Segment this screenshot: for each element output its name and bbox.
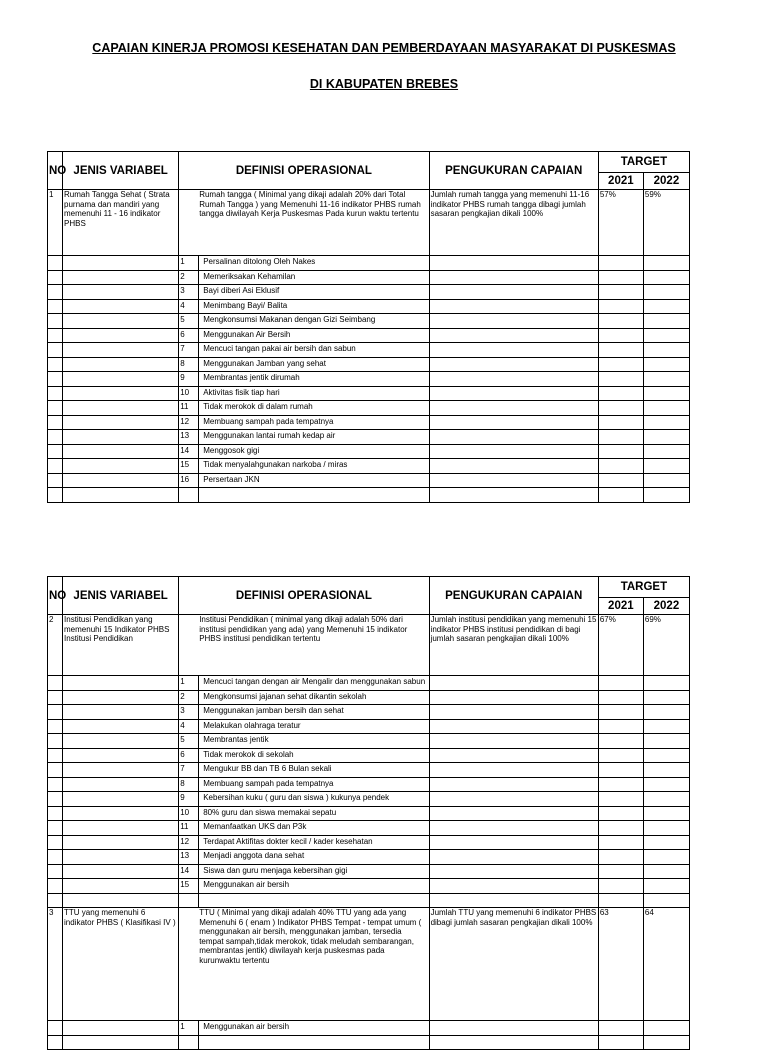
empty-cell <box>643 792 689 807</box>
empty-cell <box>63 256 179 271</box>
empty-cell <box>48 719 63 734</box>
empty-row <box>48 488 690 503</box>
indicator-number: 9 <box>179 372 199 387</box>
indicator-row <box>48 806 690 821</box>
empty-cell <box>48 372 63 387</box>
header-jenis-variabel: JENIS VARIABEL <box>63 152 179 190</box>
empty-cell <box>643 763 689 778</box>
empty-cell <box>598 792 643 807</box>
empty-cell <box>48 459 63 474</box>
empty-cell <box>598 777 643 792</box>
empty-cell <box>598 676 643 691</box>
indicator-row <box>48 1021 690 1036</box>
empty-cell <box>48 777 63 792</box>
header-definisi-operasional: DEFINISI OPERASIONAL <box>179 152 429 190</box>
indicator-number: 5 <box>179 314 199 329</box>
empty-cell <box>48 270 63 285</box>
indicator-number: 6 <box>179 328 199 343</box>
indicator-label: 80% guru dan siswa memakai sepatu <box>199 806 429 821</box>
empty-cell <box>63 879 179 894</box>
empty-cell <box>429 690 598 705</box>
header-year-2022: 2022 <box>643 173 689 190</box>
empty-cell <box>48 314 63 329</box>
empty-cell <box>429 473 598 488</box>
empty-cell <box>63 314 179 329</box>
empty-cell <box>48 386 63 401</box>
empty-cell <box>48 1021 63 1036</box>
empty-cell <box>63 719 179 734</box>
indicator-number: 13 <box>179 430 199 445</box>
header-year-2021: 2021 <box>598 598 643 615</box>
indicator-label: Menggunakan air bersih <box>199 1021 429 1036</box>
empty-cell <box>63 285 179 300</box>
indicator-label: Menjadi anggota dana sehat <box>199 850 429 865</box>
definition-text: Institusi Pendidikan ( minimal yang dikaji adalah 50% dari institusi pendidikan yang ada) yang Memenuhi 15 indikator PHBS institusi pendidikan tertentu <box>179 615 429 676</box>
indicator-number: 2 <box>179 270 199 285</box>
empty-cell <box>643 415 689 430</box>
empty-cell <box>643 459 689 474</box>
indicator-label: Mencuci tangan pakai air bersih dan sabun <box>199 343 429 358</box>
empty-cell <box>63 357 179 372</box>
empty-cell <box>429 821 598 836</box>
indicator-label: Membuang sampah pada tempatnya <box>199 415 429 430</box>
empty-cell <box>63 763 179 778</box>
empty-cell <box>429 343 598 358</box>
empty-cell <box>643 256 689 271</box>
definition-text: Rumah tangga ( Minimal yang dikaji adalah 20% dari Total Rumah Tangga ) yang Memenuhi 11-16 indikator PHBS rumah tangga diwilayah Kerja Puskesmas Pada kurun waktu tertentu <box>179 190 429 256</box>
empty-cell <box>48 850 63 865</box>
indicator-label: Memeriksakan Kehamilan <box>199 270 429 285</box>
empty-cell <box>598 473 643 488</box>
empty-cell <box>429 386 598 401</box>
indicator-row <box>48 777 690 792</box>
empty-cell <box>63 1021 179 1036</box>
empty-cell <box>63 705 179 720</box>
empty-cell <box>48 705 63 720</box>
indicator-label: Bayi diberi Asi Eklusif <box>199 285 429 300</box>
measurement-text: Jumlah rumah tangga yang memenuhi 11-16 indikator PHBS rumah tangga dibagi jumlah sasaran pengkajian dikali 100% <box>429 190 598 256</box>
empty-cell <box>429 401 598 416</box>
indicator-number: 3 <box>179 705 199 720</box>
empty-cell <box>598 705 643 720</box>
indicator-label: Persertaan JKN <box>199 473 429 488</box>
indicator-row <box>48 676 690 691</box>
empty-cell <box>429 705 598 720</box>
empty-cell <box>643 314 689 329</box>
empty-cell <box>63 386 179 401</box>
indicator-row <box>48 734 690 749</box>
empty-cell <box>63 459 179 474</box>
empty-cell <box>48 792 63 807</box>
indicator-row <box>48 430 690 445</box>
empty-cell <box>429 734 598 749</box>
empty-cell <box>63 792 179 807</box>
indicator-row <box>48 343 690 358</box>
header-target: TARGET <box>598 577 689 598</box>
empty-cell <box>643 748 689 763</box>
indicator-number: 16 <box>179 473 199 488</box>
indicator-row <box>48 299 690 314</box>
indicator-number: 13 <box>179 850 199 865</box>
indicator-number: 15 <box>179 459 199 474</box>
indicator-number: 1 <box>179 256 199 271</box>
empty-cell <box>598 256 643 271</box>
indicator-label: Tidak merokok di sekolah <box>199 748 429 763</box>
indicator-row <box>48 690 690 705</box>
indicator-number: 10 <box>179 386 199 401</box>
empty-cell <box>643 879 689 894</box>
empty-cell <box>643 444 689 459</box>
empty-cell <box>598 270 643 285</box>
empty-cell <box>429 676 598 691</box>
empty-cell <box>48 357 63 372</box>
indicator-row <box>48 285 690 300</box>
empty-cell <box>643 430 689 445</box>
indicator-label: Menggunakan jamban bersih dan sehat <box>199 705 429 720</box>
indicator-number: 4 <box>179 719 199 734</box>
indicator-label: Membrantas jentik dirumah <box>199 372 429 387</box>
empty-cell <box>643 734 689 749</box>
indicator-row <box>48 270 690 285</box>
empty-cell <box>643 270 689 285</box>
indicator-row <box>48 357 690 372</box>
empty-cell <box>598 763 643 778</box>
indicator-row <box>48 314 690 329</box>
empty-cell <box>598 806 643 821</box>
indicator-row <box>48 864 690 879</box>
empty-cell <box>643 473 689 488</box>
empty-cell <box>429 415 598 430</box>
variable-name: Rumah Tangga Sehat ( Strata purnama dan mandiri yang memenuhi 11 - 16 indikator PHBS <box>63 190 179 256</box>
empty-cell <box>48 285 63 300</box>
indicator-label: Menggosok gigi <box>199 444 429 459</box>
empty-cell <box>48 821 63 836</box>
empty-cell <box>48 444 63 459</box>
empty-cell <box>48 734 63 749</box>
row-number: 3 <box>48 908 63 1021</box>
indicator-label: Menggunakan Air Bersih <box>199 328 429 343</box>
empty-cell <box>598 386 643 401</box>
target-2021: 57% <box>598 190 643 256</box>
empty-cell <box>598 821 643 836</box>
empty-cell <box>63 299 179 314</box>
empty-cell <box>598 314 643 329</box>
measurement-text: Jumlah TTU yang memenuhi 6 indikator PHBS dibagi jumlah sasaran pengkajian dikali 100% <box>429 908 598 1021</box>
empty-cell <box>63 821 179 836</box>
header-no: NO <box>48 152 63 190</box>
indicator-row <box>48 792 690 807</box>
indicator-number: 6 <box>179 748 199 763</box>
empty-cell <box>429 299 598 314</box>
indicator-number: 1 <box>179 676 199 691</box>
indicator-row <box>48 401 690 416</box>
empty-cell <box>48 864 63 879</box>
empty-cell <box>643 328 689 343</box>
indicator-label: Aktivitas fisik tiap hari <box>199 386 429 401</box>
target-2022: 59% <box>643 190 689 256</box>
indicator-number: 7 <box>179 343 199 358</box>
row-number: 1 <box>48 190 63 256</box>
empty-cell <box>63 748 179 763</box>
empty-cell <box>429 748 598 763</box>
empty-cell <box>598 415 643 430</box>
empty-cell <box>643 357 689 372</box>
variable-name: Institusi Pendidikan yang memenuhi 15 Indikator PHBS Institusi Pendidikan <box>63 615 179 676</box>
empty-cell <box>48 401 63 416</box>
empty-cell <box>429 459 598 474</box>
indicator-label: Menggunakan air bersih <box>199 879 429 894</box>
empty-cell <box>643 777 689 792</box>
empty-cell <box>429 763 598 778</box>
target-2022: 64 <box>643 908 689 1021</box>
table-rumah-tangga <box>47 151 690 503</box>
empty-cell <box>48 879 63 894</box>
empty-cell <box>48 343 63 358</box>
empty-cell <box>643 821 689 836</box>
empty-cell <box>429 719 598 734</box>
indicator-number: 11 <box>179 401 199 416</box>
empty-cell <box>429 1021 598 1036</box>
empty-cell <box>48 748 63 763</box>
empty-cell <box>63 328 179 343</box>
target-2021: 63 <box>598 908 643 1021</box>
indicator-number: 14 <box>179 444 199 459</box>
indicator-row <box>48 328 690 343</box>
empty-cell <box>429 879 598 894</box>
empty-cell <box>643 386 689 401</box>
header-pengukuran-capaian: PENGUKURAN CAPAIAN <box>429 152 598 190</box>
empty-cell <box>598 357 643 372</box>
indicator-row <box>48 763 690 778</box>
empty-cell <box>643 864 689 879</box>
indicator-number: 12 <box>179 415 199 430</box>
empty-cell <box>598 401 643 416</box>
empty-cell <box>598 734 643 749</box>
indicator-label: Membuang sampah pada tempatnya <box>199 777 429 792</box>
empty-cell <box>429 430 598 445</box>
empty-cell <box>598 285 643 300</box>
empty-cell <box>48 256 63 271</box>
empty-cell <box>429 270 598 285</box>
indicator-row <box>48 415 690 430</box>
indicator-row <box>48 386 690 401</box>
empty-cell <box>643 676 689 691</box>
header-year-2022: 2022 <box>643 598 689 615</box>
indicator-number: 2 <box>179 690 199 705</box>
indicator-row <box>48 748 690 763</box>
indicator-label: Mengukur BB dan TB 6 Bulan sekali <box>199 763 429 778</box>
indicator-number: 10 <box>179 806 199 821</box>
empty-cell <box>63 372 179 387</box>
empty-cell <box>598 430 643 445</box>
empty-cell <box>643 1021 689 1036</box>
indicator-label: Menimbang Bayi/ Balita <box>199 299 429 314</box>
indicator-number: 15 <box>179 879 199 894</box>
empty-cell <box>429 285 598 300</box>
indicator-row <box>48 372 690 387</box>
empty-cell <box>598 1021 643 1036</box>
indicator-row <box>48 459 690 474</box>
indicator-label: Tidak menyalahgunakan narkoba / miras <box>199 459 429 474</box>
indicator-number: 8 <box>179 777 199 792</box>
indicator-label: Terdapat Aktifitas dokter kecil / kader kesehatan <box>199 835 429 850</box>
empty-cell <box>63 690 179 705</box>
header-target: TARGET <box>598 152 689 173</box>
empty-cell <box>643 719 689 734</box>
empty-cell <box>48 676 63 691</box>
indicator-number: 4 <box>179 299 199 314</box>
indicator-number: 8 <box>179 357 199 372</box>
empty-cell <box>643 705 689 720</box>
empty-cell <box>429 256 598 271</box>
empty-cell <box>598 299 643 314</box>
empty-row <box>48 1035 690 1050</box>
empty-cell <box>598 444 643 459</box>
indicator-number: 5 <box>179 734 199 749</box>
header-jenis-variabel: JENIS VARIABEL <box>63 577 179 615</box>
indicator-number: 11 <box>179 821 199 836</box>
indicator-label: Memanfaatkan UKS dan P3k <box>199 821 429 836</box>
indicator-row <box>48 835 690 850</box>
empty-cell <box>48 763 63 778</box>
indicator-label: Menggunakan Jamban yang sehat <box>199 357 429 372</box>
empty-cell <box>643 299 689 314</box>
empty-cell <box>48 328 63 343</box>
empty-cell <box>63 864 179 879</box>
indicator-label: Mengkonsumsi jajanan sehat dikantin sekolah <box>199 690 429 705</box>
empty-cell <box>63 835 179 850</box>
indicator-label: Mengkonsumsi Makanan dengan Gizi Seimbang <box>199 314 429 329</box>
empty-cell <box>48 299 63 314</box>
empty-cell <box>63 401 179 416</box>
indicator-row <box>48 473 690 488</box>
empty-cell <box>63 415 179 430</box>
empty-cell <box>643 850 689 865</box>
empty-cell <box>48 415 63 430</box>
indicator-number: 9 <box>179 792 199 807</box>
document-title: CAPAIAN KINERJA PROMOSI KESEHATAN DAN PEMBERDAYAAN MASYARAKAT DI PUSKESMAS <box>92 41 676 55</box>
indicator-row <box>48 705 690 720</box>
empty-cell <box>643 343 689 358</box>
empty-cell <box>598 719 643 734</box>
empty-cell <box>63 444 179 459</box>
empty-cell <box>63 777 179 792</box>
empty-cell <box>598 690 643 705</box>
empty-cell <box>48 835 63 850</box>
empty-cell <box>63 473 179 488</box>
empty-cell <box>63 343 179 358</box>
target-2022: 69% <box>643 615 689 676</box>
empty-cell <box>63 850 179 865</box>
empty-cell <box>643 690 689 705</box>
empty-cell <box>598 343 643 358</box>
empty-cell <box>48 806 63 821</box>
empty-cell <box>63 270 179 285</box>
indicator-number: 7 <box>179 763 199 778</box>
indicator-number: 12 <box>179 835 199 850</box>
empty-cell <box>63 806 179 821</box>
table-institusi-ttu <box>47 576 690 1050</box>
indicator-label: Kebersihan kuku ( guru dan siswa ) kukunya pendek <box>199 792 429 807</box>
empty-cell <box>429 328 598 343</box>
empty-cell <box>48 690 63 705</box>
empty-cell <box>598 459 643 474</box>
header-year-2021: 2021 <box>598 173 643 190</box>
empty-cell <box>643 285 689 300</box>
header-definisi-operasional: DEFINISI OPERASIONAL <box>179 577 429 615</box>
empty-cell <box>598 372 643 387</box>
indicator-number: 3 <box>179 285 199 300</box>
empty-cell <box>598 850 643 865</box>
indicator-row <box>48 719 690 734</box>
empty-cell <box>63 430 179 445</box>
empty-cell <box>598 835 643 850</box>
empty-cell <box>429 792 598 807</box>
indicator-label: Melakukan olahraga teratur <box>199 719 429 734</box>
empty-cell <box>429 850 598 865</box>
empty-cell <box>429 864 598 879</box>
indicator-label: Tidak merokok di dalam rumah <box>199 401 429 416</box>
empty-cell <box>643 372 689 387</box>
empty-cell <box>598 864 643 879</box>
empty-cell <box>598 748 643 763</box>
header-no: NO <box>48 577 63 615</box>
empty-cell <box>429 777 598 792</box>
indicator-row <box>48 444 690 459</box>
indicator-label: Persalinan ditolong Oleh Nakes <box>199 256 429 271</box>
indicator-row <box>48 850 690 865</box>
empty-cell <box>429 357 598 372</box>
empty-row <box>48 893 690 908</box>
empty-cell <box>598 328 643 343</box>
empty-cell <box>429 372 598 387</box>
empty-cell <box>429 314 598 329</box>
target-2021: 67% <box>598 615 643 676</box>
definition-text: TTU ( Minimal yang dikaji adalah 40% TTU yang ada yang Memenuhi 6 ( enam ) Indikator PHBS Tempat - tempat umum ( menggunakan air bersih, menggunakan jamban, tersedia tempat sampah,tidak merokok, tidak meludah sembarangan, membrantas jentik) diwilayah kerja puskesmas pada kurunwaktu tertentu <box>179 908 429 1021</box>
empty-cell <box>643 401 689 416</box>
indicator-row <box>48 821 690 836</box>
indicator-row <box>48 879 690 894</box>
empty-cell <box>63 676 179 691</box>
indicator-number: 14 <box>179 864 199 879</box>
indicator-row <box>48 256 690 271</box>
variable-name: TTU yang memenuhi 6 indikator PHBS ( Klasifikasi IV ) <box>63 908 179 1021</box>
empty-cell <box>429 444 598 459</box>
document-subtitle: DI KABUPATEN BREBES <box>309 77 459 91</box>
empty-cell <box>63 734 179 749</box>
indicator-label: Menggunakan lantai rumah kedap air <box>199 430 429 445</box>
empty-cell <box>48 430 63 445</box>
row-number: 2 <box>48 615 63 676</box>
empty-cell <box>598 879 643 894</box>
empty-cell <box>429 806 598 821</box>
measurement-text: Jumlah institusi pendidikan yang memenuhi 15 indikator PHBS institusi pendidikan di bagi jumlah sasaran pengkajian dikali 100% <box>429 615 598 676</box>
indicator-label: Mencuci tangan dengan air Mengalir dan menggunakan sabun <box>199 676 429 691</box>
header-pengukuran-capaian: PENGUKURAN CAPAIAN <box>429 577 598 615</box>
empty-cell <box>48 473 63 488</box>
empty-cell <box>643 806 689 821</box>
indicator-label: Siswa dan guru menjaga kebersihan gigi <box>199 864 429 879</box>
empty-cell <box>643 835 689 850</box>
empty-cell <box>429 835 598 850</box>
indicator-number: 1 <box>179 1021 199 1036</box>
indicator-label: Membrantas jentik <box>199 734 429 749</box>
